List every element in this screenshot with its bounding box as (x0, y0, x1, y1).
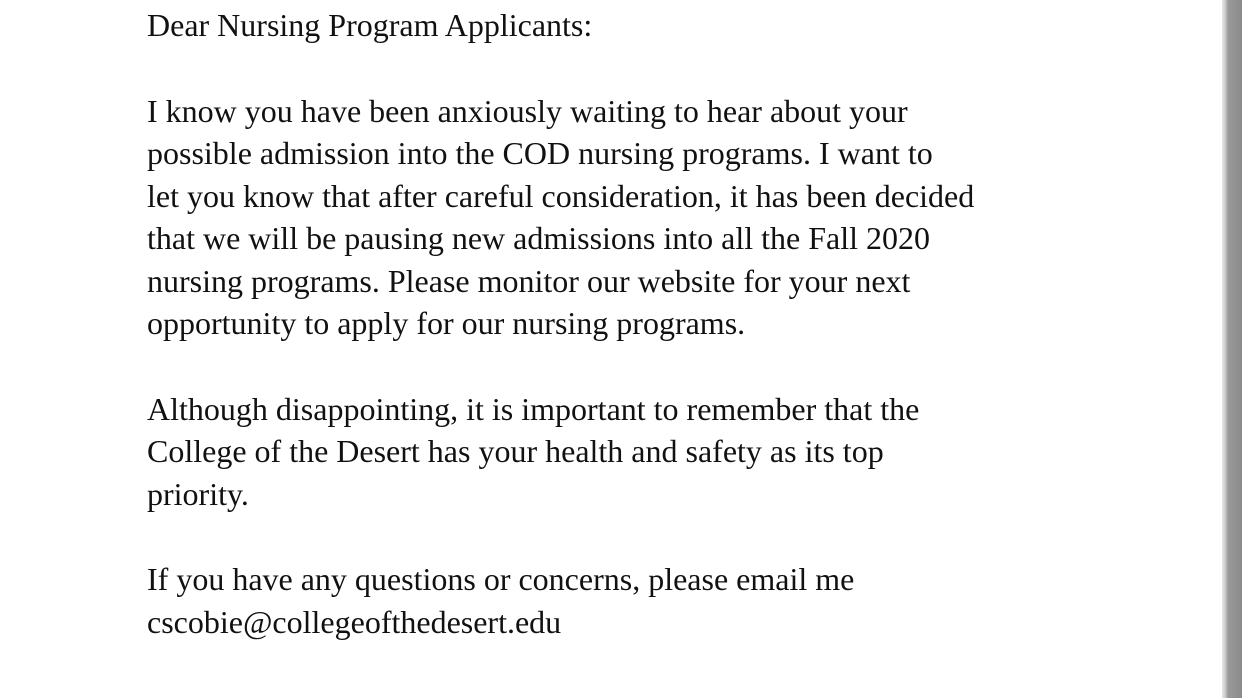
paragraph-admissions-pause (147, 90, 1147, 345)
paragraph-spacer (147, 47, 1147, 90)
paragraph-line: I know you have been anxiously waiting to hear about your (147, 92, 908, 129)
paragraph-line: Although disappointing, it is important to remember that the (147, 390, 920, 427)
paragraph-line: College of the Desert has your health and safety as its top (147, 433, 884, 469)
salutation: Dear Nursing Program Applicants: (147, 7, 593, 43)
page-edge-shadow (1222, 0, 1242, 698)
paragraph-line: If you have any questions or concerns, please email me (147, 561, 855, 597)
paragraph-line: nursing programs. Please monitor our website for your next (147, 262, 911, 299)
paragraph-line: priority. (147, 475, 249, 512)
paragraph-line: possible admission into the COD nursing programs. I want to (147, 135, 933, 171)
letter-body (147, 4, 1147, 643)
paragraph-health-safety (147, 388, 1147, 516)
paragraph-contact (147, 558, 1147, 643)
paragraph-line: opportunity to apply for our nursing programs. (147, 305, 746, 341)
paragraph-spacer (147, 515, 1147, 558)
paragraph-line: that we will be pausing new admissions into all the Fall 2020 (147, 220, 931, 256)
paragraph-line: let you know that after careful consideration, it has been decided (147, 177, 975, 214)
paragraph-spacer (147, 345, 1147, 388)
contact-email: cscobie@collegeofthedesert.edu (147, 603, 562, 640)
